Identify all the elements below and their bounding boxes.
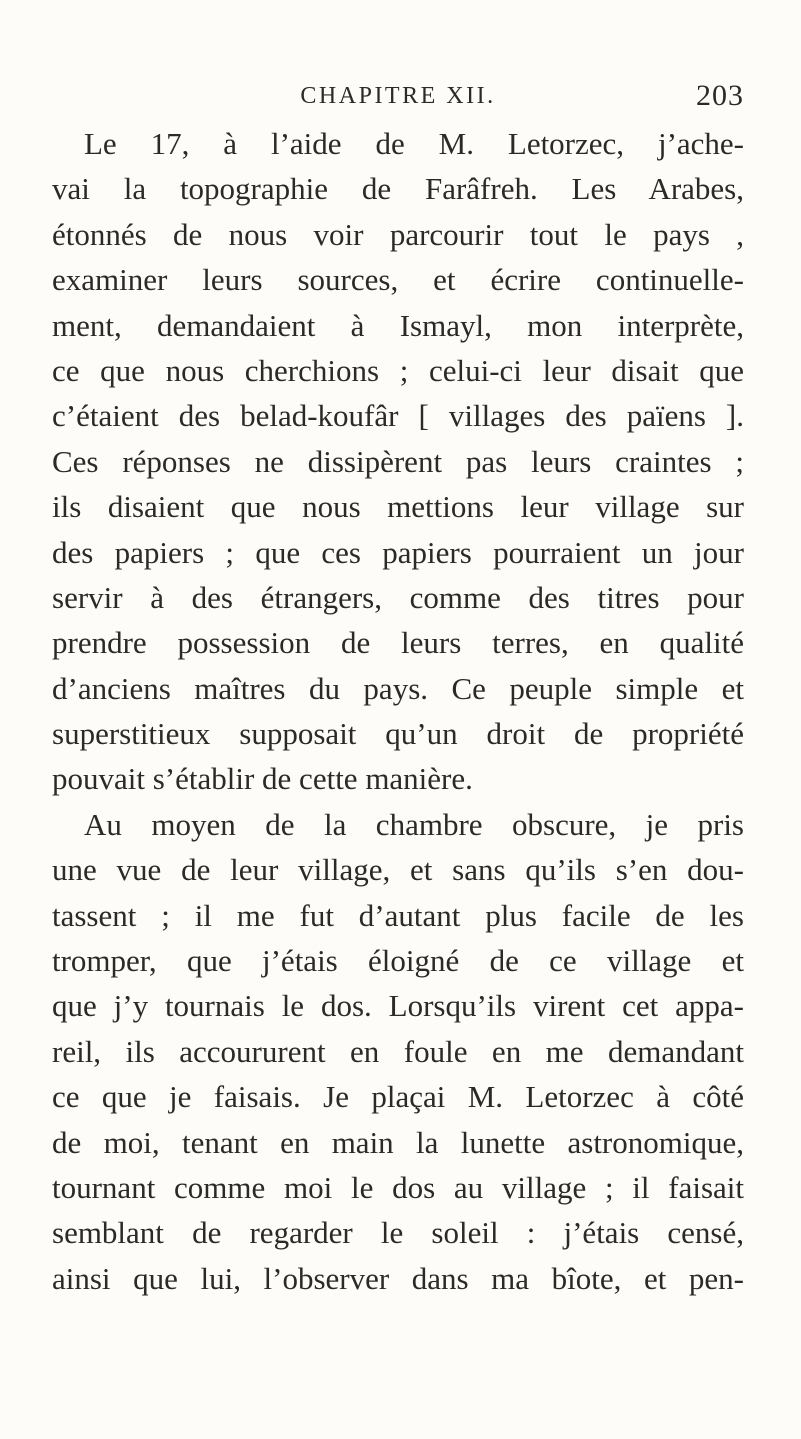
body-text [52, 121, 744, 1301]
text-line: vai la topographie de Farâfreh. Les Arabes, [52, 171, 744, 207]
page-number: 203 [696, 79, 744, 112]
text-line: c’étaient des belad-koufâr [ villages des païens ]. [52, 398, 744, 434]
text-line: Ces réponses ne dissipèrent pas leurs craintes ; [52, 443, 744, 479]
page-header [52, 76, 744, 116]
text-line: tromper, que j’étais éloigné de ce village et [52, 943, 744, 979]
text-line: Au moyen de la chambre obscure, je pris [84, 806, 744, 842]
text-line: une vue de leur village, et sans qu’ils s’en dou- [52, 852, 744, 888]
text-line: tournant comme moi le dos au village ; il faisait [52, 1169, 744, 1205]
text-line: pouvait s’établir de cette manière. [52, 761, 473, 797]
text-line: ment, demandaient à Ismayl, mon interprète, [52, 307, 744, 343]
text-line: reil, ils accoururent en foule en me demandant [52, 1033, 744, 1069]
text-line: superstitieux supposait qu’un droit de propriété [52, 716, 744, 752]
text-line: d’anciens maîtres du pays. Ce peuple simple et [52, 670, 744, 706]
running-title: CHAPITRE XII. [300, 83, 496, 109]
text-line: des papiers ; que ces papiers pourraient un jour [52, 534, 744, 570]
text-line: Le 17, à l’aide de M. Letorzec, j’ache- [84, 126, 744, 161]
text-line: semblant de regarder le soleil : j’étais censé, [52, 1215, 744, 1251]
text-line: examiner leurs sources, et écrire continuelle- [52, 262, 744, 298]
text-line: que j’y tournais le dos. Lorsqu’ils virent cet appa- [52, 988, 744, 1024]
text-line: ce que nous cherchions ; celui-ci leur disait que [52, 352, 744, 388]
text-line: de moi, tenant en main la lunette astronomique, [52, 1124, 744, 1160]
text-line: ce que je faisais. Je plaçai M. Letorzec à côté [52, 1079, 744, 1115]
text-line: ils disaient que nous mettions leur village sur [52, 489, 744, 525]
text-line: servir à des étrangers, comme des titres pour [52, 579, 744, 615]
text-line: tassent ; il me fut d’autant plus facile de les [52, 897, 744, 933]
text-line: étonnés de nous voir parcourir tout le pays , [52, 216, 744, 252]
text-line: prendre possession de leurs terres, en qualité [52, 625, 744, 661]
text-line: ainsi que lui, l’observer dans ma bîote, et pen- [52, 1260, 744, 1296]
